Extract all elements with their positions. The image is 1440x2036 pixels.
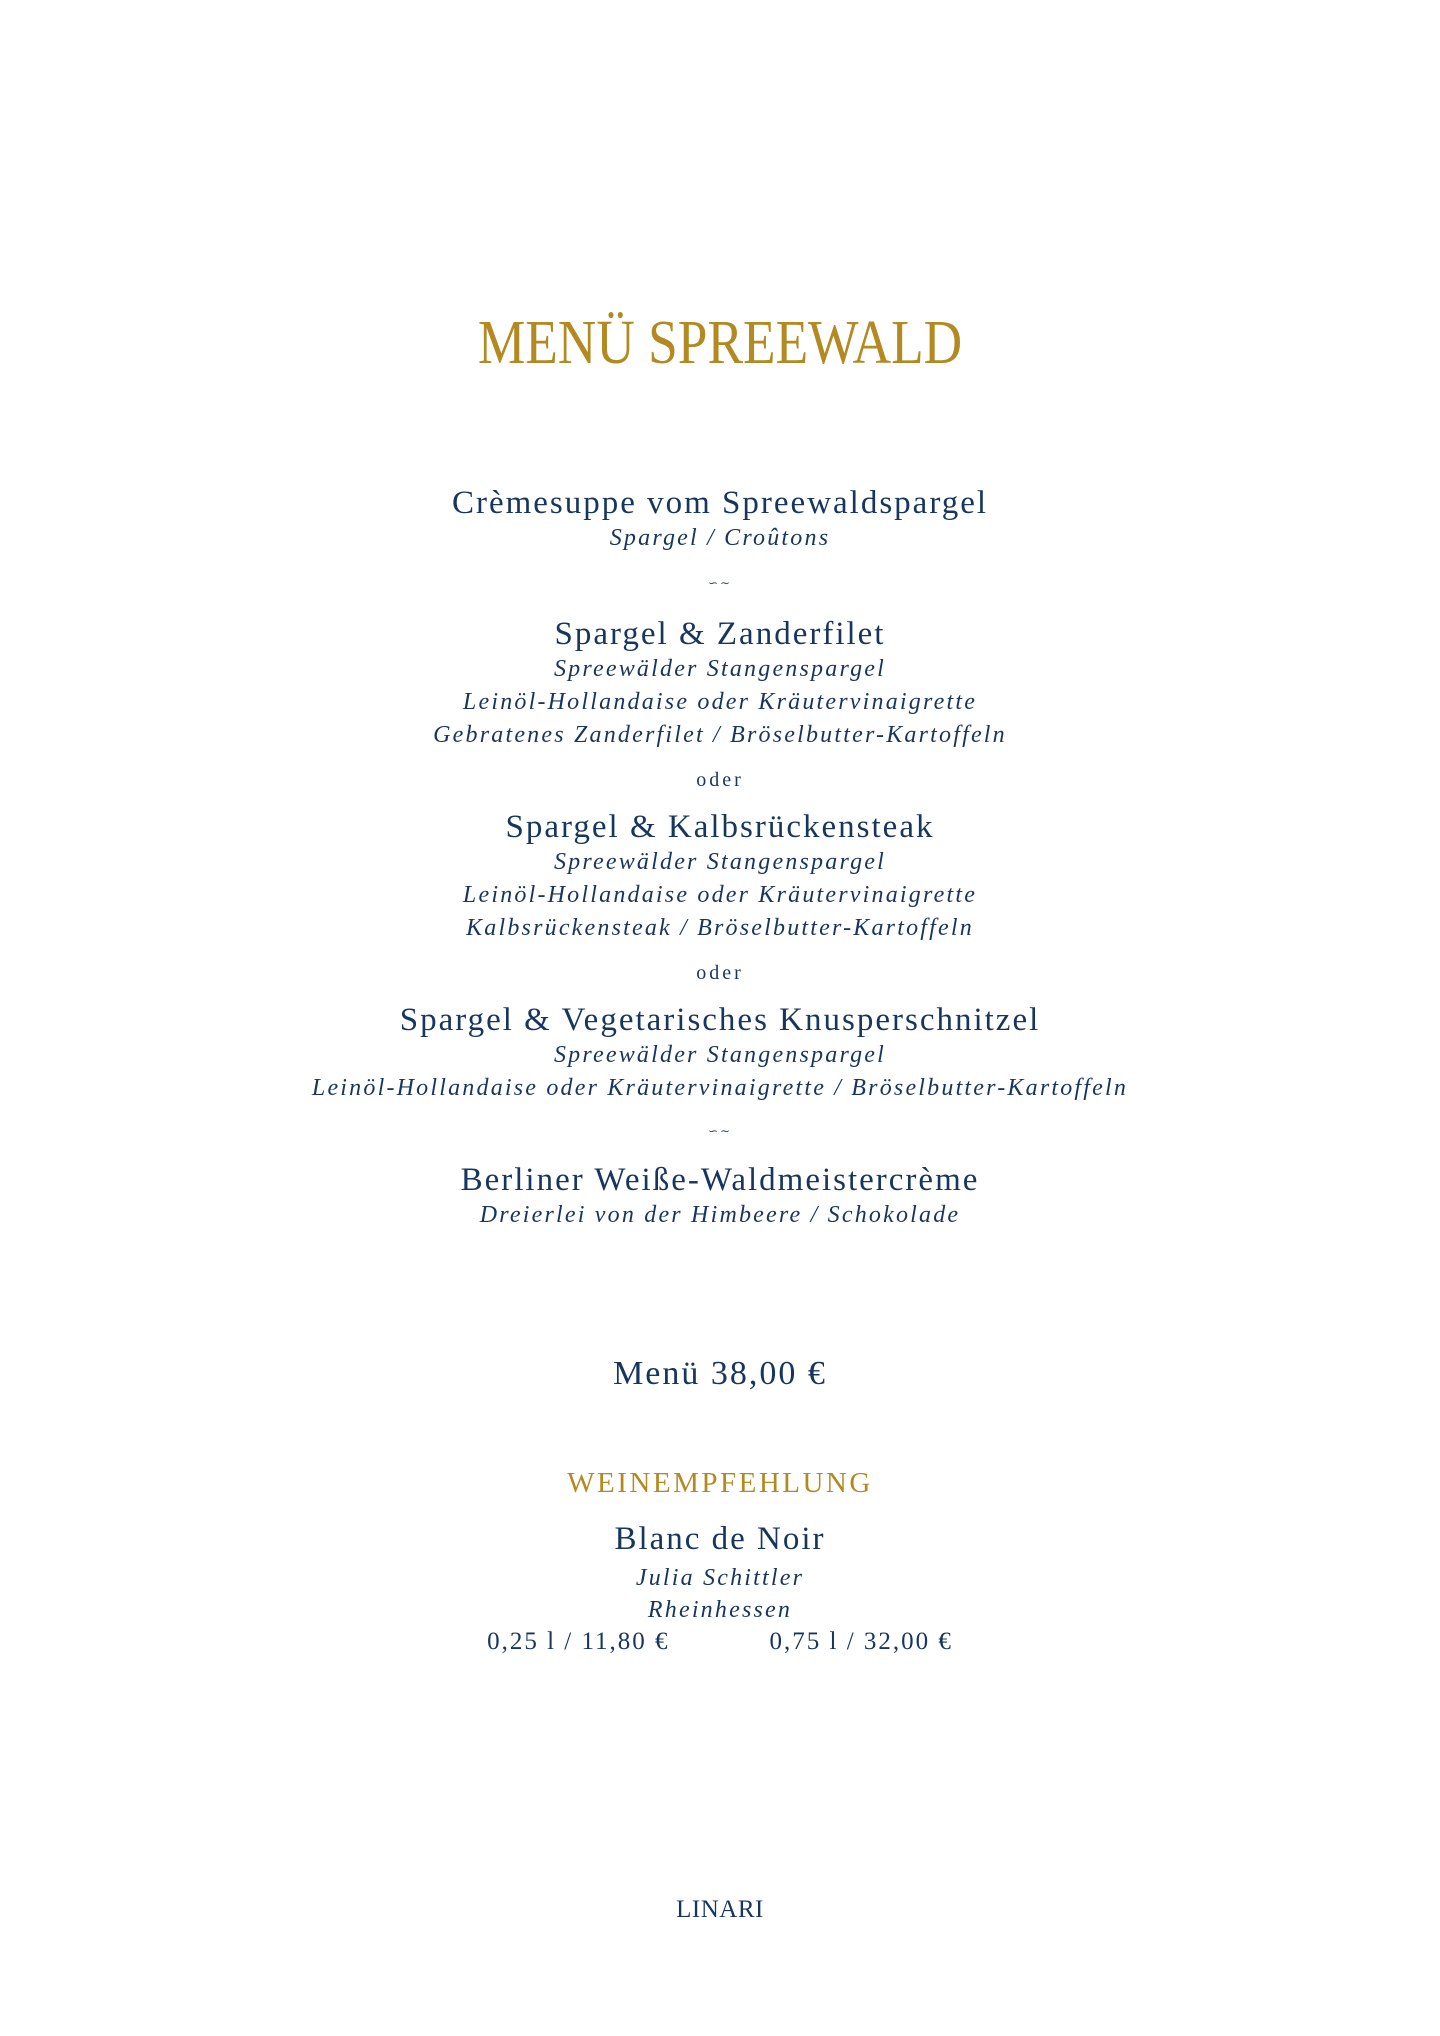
course-description: Spreewälder Stangenspargel: [553, 849, 887, 875]
course-description: Spreewälder Stangenspargel: [553, 1042, 887, 1068]
course-name: Spargel & Zanderfilet: [554, 616, 886, 652]
ornament-divider: ∽∼: [707, 576, 733, 590]
course-name: Spargel & Kalbsrückensteak: [505, 809, 935, 845]
or-separator: oder: [696, 962, 744, 984]
course-zander: [0, 615, 1440, 752]
course-description: Spreewälder Stangenspargel: [553, 656, 887, 682]
wine-price-small: 0,25 l / 11,80 €: [487, 1628, 670, 1655]
wine-prices: [0, 1626, 1440, 1658]
course-name: Berliner Weiße-Waldmeistercrème: [460, 1162, 980, 1198]
ornament-divider: ∽∼: [707, 1124, 733, 1138]
course-description: Leinöl-Hollandaise oder Kräutervinaigrette / Bröselbutter-Kartoffeln: [311, 1075, 1129, 1101]
wine-producer: Julia Schittler: [635, 1565, 805, 1591]
wine-heading: WEINEMPFEHLUNG: [567, 1467, 873, 1499]
wine-name: Blanc de Noir: [614, 1521, 826, 1557]
menu-price: Menü 38,00 €: [613, 1355, 827, 1392]
course-dessert: [0, 1161, 1440, 1232]
course-description: Gebratenes Zanderfilet / Bröselbutter-Kartoffeln: [433, 722, 1007, 748]
menu-title: MENÜ SPREEWALD: [477, 309, 963, 377]
wine-region: Rheinhessen: [647, 1597, 793, 1623]
course-description: Spargel / Croûtons: [609, 525, 831, 551]
course-description: Kalbsrückensteak / Bröselbutter-Kartoffeln: [466, 915, 974, 941]
course-kalb: [0, 808, 1440, 945]
wine-price-large: 0,75 l / 32,00 €: [769, 1628, 953, 1655]
course-vegetarian: [0, 1001, 1440, 1105]
course-list: [0, 484, 1440, 1232]
restaurant-logo-text: LINARI: [676, 1896, 764, 1923]
course-soup: [0, 484, 1440, 555]
course-description: Dreierlei von der Himbeere / Schokolade: [479, 1202, 961, 1228]
course-description: Leinöl-Hollandaise oder Kräutervinaigrette: [462, 882, 978, 908]
or-separator: oder: [696, 769, 744, 791]
course-description: Leinöl-Hollandaise oder Kräutervinaigrette: [462, 689, 978, 715]
course-name: Crèmesuppe vom Spreewaldspargel: [451, 485, 989, 521]
course-name: Spargel & Vegetarisches Knusperschnitzel: [399, 1002, 1041, 1038]
